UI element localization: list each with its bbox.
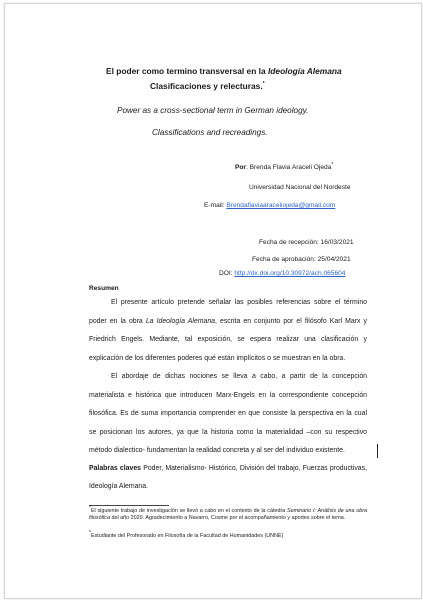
doi-label: DOI:	[219, 270, 235, 277]
keywords-text: Poder, Materialismo- Histórico, División del trabajo, Fuerzas productivas, Ideología Alemana.	[89, 465, 367, 490]
text-cursor	[377, 444, 378, 458]
author-affiliation: Universidad Nacional del Nordeste	[249, 184, 351, 191]
email-label: E-mail:	[204, 202, 227, 209]
email-link[interactable]: Brendaflaviaaraceliojeda@gmail.com	[226, 202, 336, 209]
received-date: Fecha de recepción: 16/03/2021	[259, 239, 354, 246]
author-label: Por	[235, 164, 246, 171]
keywords-paragraph	[89, 460, 367, 495]
author-line	[235, 161, 334, 171]
approved-date: Fecha de aprobación: 25/04/2021	[252, 256, 351, 263]
abstract-heading: Resumen	[89, 285, 119, 292]
paper-title-line1: El poder como termino transversal en la Ideología Alemana	[106, 66, 342, 76]
english-title-line1: Power as a cross-sectional term in German ideology.	[117, 106, 309, 115]
author-email-line	[204, 202, 335, 209]
abstract-paragraph-1: El presente artículo pretende señalar las posibles referencias sobre el término poder en la obra La Ideología Alemana, escrita en conjunto por el filósofo Karl Marx y Friedrich Engels. Mediante, tal exposición, se espera realizar una clasificación y explicación de los diferentes poderes qué están implícitos o se muestran en la obra.	[89, 299, 367, 362]
document-page	[4, 3, 422, 599]
footnote-divider	[89, 505, 169, 506]
abstract-paragraph-2: El abordaje de dichas nociones se lleva a cabo, a partir de la concepción materialista e histórica que introducen Marx-Engels en la correspondiente concepción filosófica. Es de suma importancia comprender en que consiste la perspectiva en la cual se posicionan los autores, ya que la historia como la materialidad –con su respectivo método dialectico- fundamentan la realidad concreta y al ser del individuo existente.	[89, 373, 367, 455]
doi-link[interactable]: http://dx.doi.org/10.30972/ach.065604	[234, 270, 346, 277]
author-name: : Brenda Flavia Araceli Ojeda	[246, 164, 332, 171]
author-footnote-mark: *	[331, 161, 334, 168]
doi-line	[219, 270, 345, 277]
footnote-2: *Estudiante del Profesorado en Filosofía de la Facultad de Humanidades (UNNE)	[89, 530, 284, 539]
english-title-line2: Classifications and recreadings.	[152, 128, 268, 137]
paper-title-line2: Clasificaciones y relecturas.*	[150, 81, 265, 91]
title-footnote-mark: *	[262, 81, 265, 88]
footnote-1: *El siguiente trabajo de investigación se llevó a cabo en el contexto de la cátedra Seminario I: Análisis de una obra filosófica del año 2020. Agradecimiento a Navarro, Cosme por el acompañamiento y aportes sobre el tema.	[89, 505, 368, 522]
keywords-label: Palabras claves	[89, 465, 142, 472]
